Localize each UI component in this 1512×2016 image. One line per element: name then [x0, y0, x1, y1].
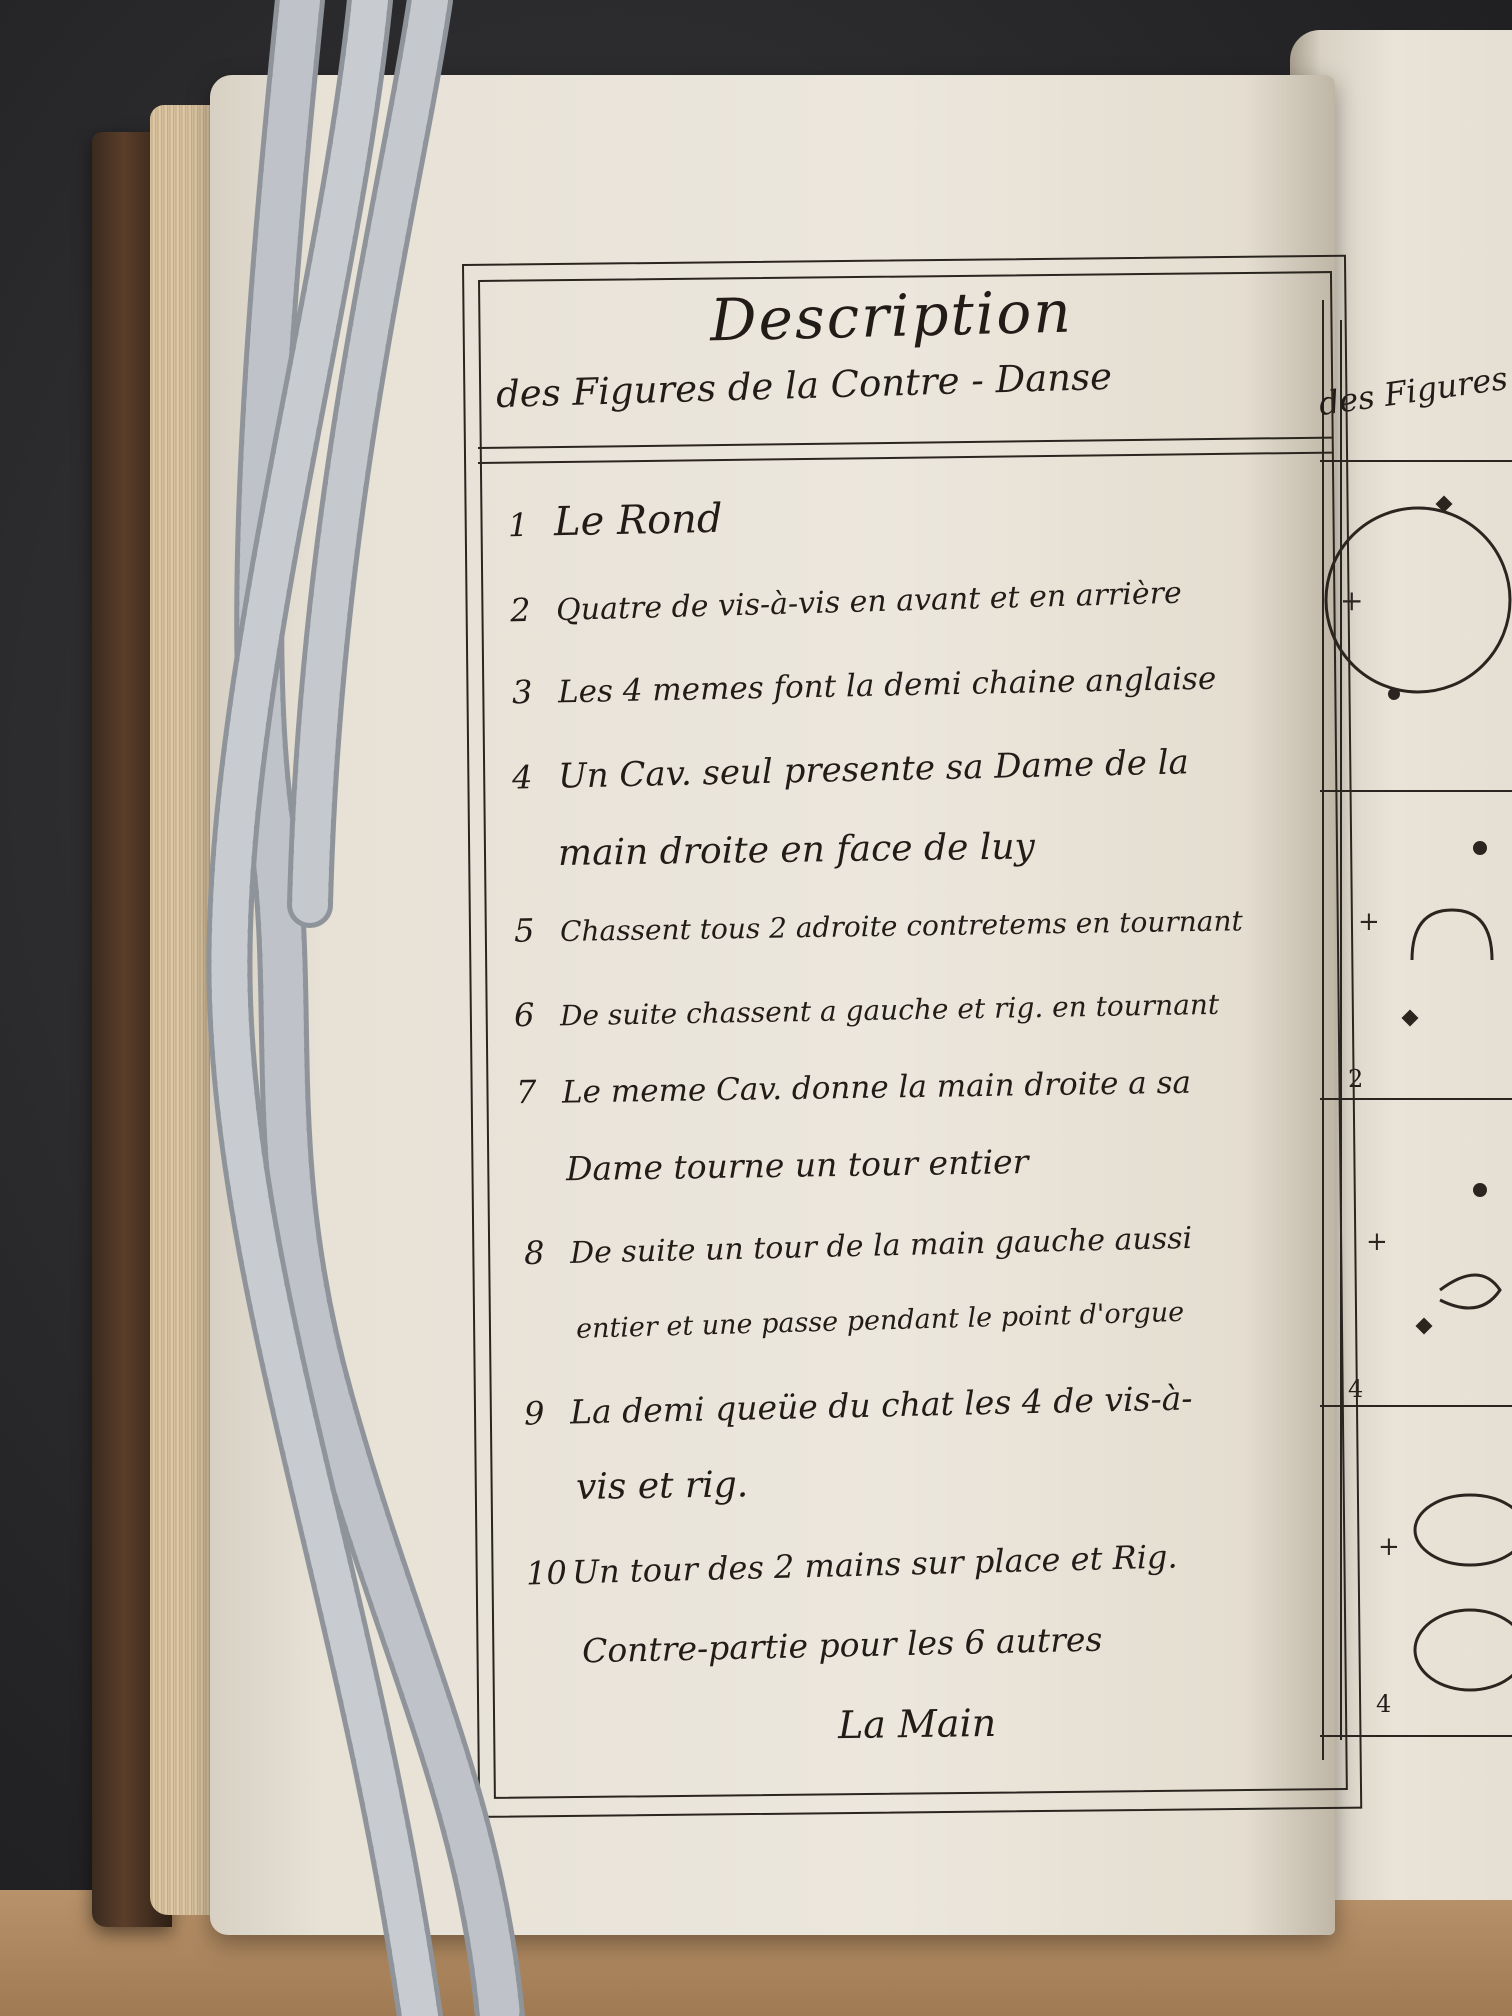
item-number: 2	[509, 590, 532, 630]
dancer-marker-cross: +	[1340, 584, 1364, 617]
page-title: Description	[709, 277, 1074, 355]
item-number: 7	[515, 1072, 537, 1112]
item-text: vis et rig.	[575, 1464, 749, 1508]
plate-panel-number: 4	[1376, 1690, 1392, 1718]
item-number: 10	[525, 1553, 568, 1593]
item-number: 4	[511, 758, 533, 797]
item-text: entier et une passe pendant le point d'orgue	[575, 1296, 1185, 1345]
dancer-marker-cross: +	[1378, 1532, 1400, 1562]
item-number: 8	[523, 1233, 545, 1273]
plate-panel-number: 4	[1348, 1375, 1364, 1403]
item-text: Le meme Cav. donne la main droite a sa	[561, 1064, 1192, 1111]
page-subtitle: des Figures de la Contre - Danse	[495, 354, 1113, 417]
facing-page-heading: des Figures	[1316, 358, 1510, 424]
item-text: Les 4 memes font la demi chaine anglaise	[557, 660, 1217, 711]
item-text: Le Rond	[553, 495, 723, 546]
item-number: 3	[511, 672, 533, 712]
dancer-marker-cross: +	[1358, 907, 1380, 937]
item-text: De suite un tour de la main gauche aussi	[569, 1220, 1193, 1272]
item-number: 5	[513, 911, 535, 950]
item-text: Un tour des 2 mains sur place et Rig.	[571, 1537, 1179, 1592]
footer-text: La Main	[837, 1700, 997, 1748]
plate-panel-number: 2	[1348, 1065, 1364, 1093]
item-text: Dame tourne un tour entier	[565, 1142, 1029, 1189]
item-text: Un Cav. seul presente sa Dame de la	[557, 742, 1190, 797]
item-text: De suite chassent a gauche et rig. en tournant	[559, 987, 1220, 1033]
item-text: Contre-partie pour les 6 autres	[581, 1619, 1103, 1671]
item-number: 9	[523, 1394, 545, 1433]
item-text: Quatre de vis-à-vis en avant et en arrière	[555, 575, 1183, 629]
item-number: 1	[507, 505, 529, 545]
item-text: Chassent tous 2 adroite contretems en tournant	[559, 904, 1244, 948]
dancer-marker-cross: +	[1366, 1227, 1388, 1257]
item-number: 6	[513, 995, 535, 1035]
item-text: La demi queüe du chat les 4 de vis-à-	[569, 1378, 1193, 1432]
item-text: main droite en face de luy	[557, 826, 1036, 875]
